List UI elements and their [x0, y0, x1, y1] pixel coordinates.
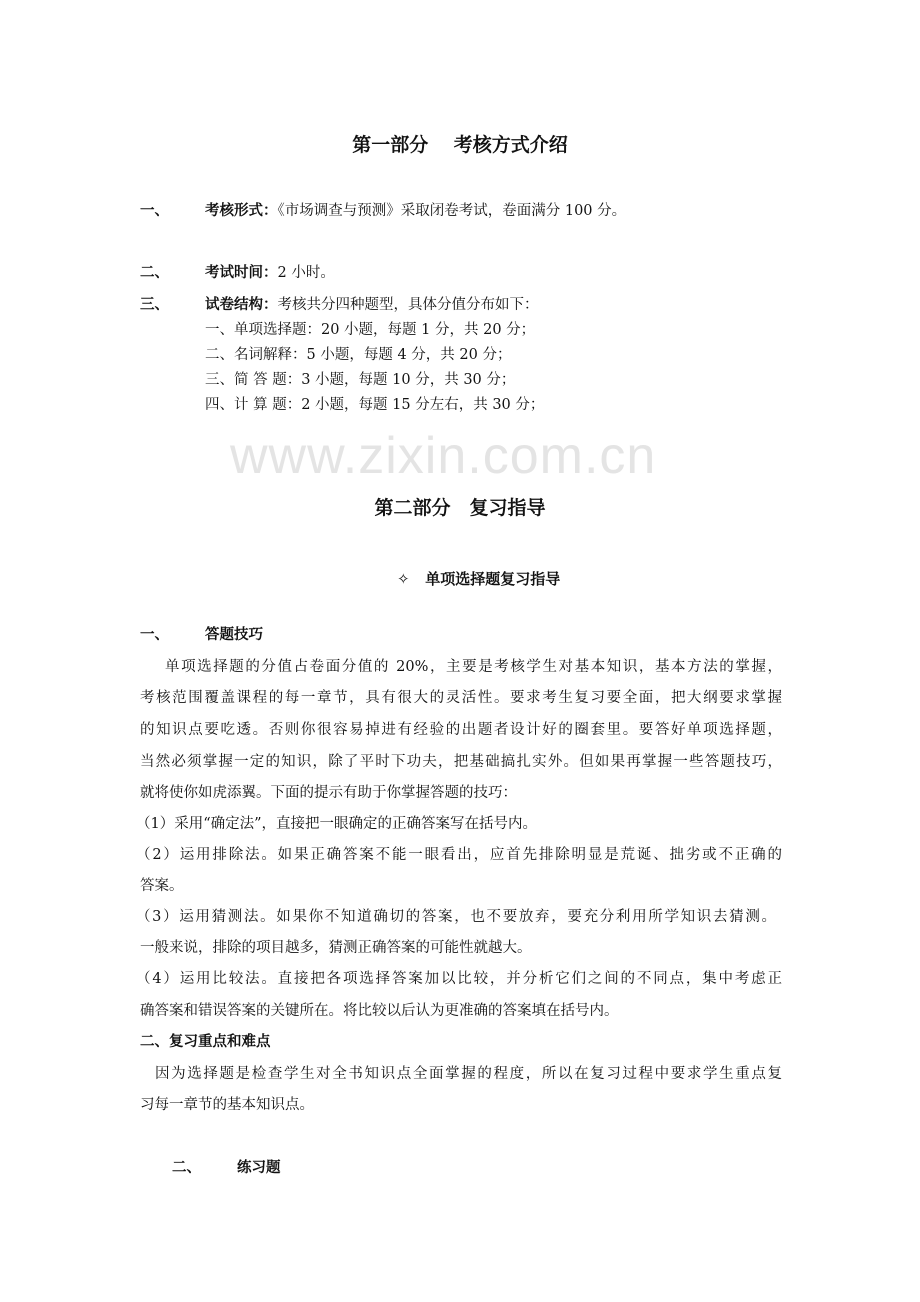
- item-number: 二、: [140, 265, 169, 281]
- part2-title: 第二部分 复习指导: [374, 497, 546, 519]
- paragraph-line: 的知识点要吃透。否则你很容易掉进有经验的出题者设计好的圈套里。要答好单项选择题，: [140, 722, 782, 738]
- paragraph-line: 单项选择题的分值占卷面分值的 20%，主要是考核学生对基本知识，基本方法的掌握，: [165, 659, 782, 675]
- tip-line: 确答案和错误答案的关键所在。将比较以后认为更准确的答案填在括号内。: [140, 1003, 619, 1019]
- structure-line: 二、名词解释：5 小题，每题 4 分，共 20 分；: [205, 347, 512, 363]
- part1-title: 第一部分 考核方式介绍: [352, 134, 568, 156]
- tip-line: 一般来说，排除的项目越多，猜测正确答案的可能性就越大。: [140, 940, 532, 956]
- section-heading: [397, 569, 560, 589]
- section-title: 单项选择题复习指导: [425, 570, 561, 588]
- tip-line: （3）运用猜测法。如果你不知道确切的答案，也不要放弃，要充分利用所学知识去猜测。: [136, 909, 776, 925]
- heading-number: 二、: [172, 1160, 201, 1176]
- item-text: 《市场调查与预测》采取闭卷考试，卷面满分 100 分。: [277, 203, 627, 219]
- paragraph-line: 因为选择题是检查学生对全书知识点全面掌握的程度，所以在复习过程中要求学生重点复: [155, 1066, 782, 1082]
- heading-answer-skills: 答题技巧: [205, 627, 263, 643]
- watermark: www.zixin.com.cn: [230, 427, 657, 485]
- structure-line: 三、简 答 题：3 小题，每题 10 分，共 30 分；: [205, 372, 516, 388]
- paragraph-line: 就将使你如虎添翼。下面的提示有助于你掌握答题的技巧：: [140, 785, 517, 801]
- item-label: 试卷结构：: [205, 297, 278, 313]
- tip-line: （1）采用“确定法”，直接把一眼确定的正确答案写在括号内。: [136, 816, 538, 832]
- paragraph-line: 考核范围覆盖课程的每一章节，具有很大的灵活性。要求考生复习要全面，把大纲要求掌握: [140, 690, 782, 706]
- item-exam-time: [205, 263, 335, 283]
- item-number: 一、: [140, 203, 169, 219]
- item-structure: [205, 295, 539, 315]
- tip-line: （4）运用比较法。直接把各项选择答案加以比较，并分析它们之间的不同点，集中考虑正: [136, 971, 782, 987]
- structure-line: 四、计 算 题：2 小题，每题 15 分左右，共 30 分；: [205, 397, 545, 413]
- item-number: 三、: [140, 297, 169, 313]
- tip-line: 答案。: [140, 878, 184, 894]
- heading-exercises: 练习题: [237, 1160, 281, 1176]
- heading-key-points: 二、复习重点和难点: [140, 1034, 271, 1050]
- structure-line: 一、单项选择题：20 小题，每题 1 分，共 20 分；: [205, 322, 536, 338]
- heading-number: 一、: [140, 627, 169, 643]
- item-label: 考试时间：: [205, 265, 278, 281]
- item-label: 考核形式：: [205, 203, 278, 219]
- diamond-star-icon: ✧: [397, 570, 410, 588]
- paragraph-line: 当然必须掌握一定的知识，除了平时下功夫，把基础搞扎实外。但如果再掌握一些答题技巧，: [140, 754, 782, 770]
- tip-line: （2）运用排除法。如果正确答案不能一眼看出，应首先排除明显是荒诞、拙劣或不正确的: [136, 847, 782, 863]
- paragraph-line: 习每一章节的基本知识点。: [140, 1097, 314, 1113]
- item-text: 考核共分四种题型，具体分值分布如下：: [277, 297, 539, 313]
- item-text: 2 小时。: [277, 265, 335, 281]
- item-exam-form: [205, 201, 626, 221]
